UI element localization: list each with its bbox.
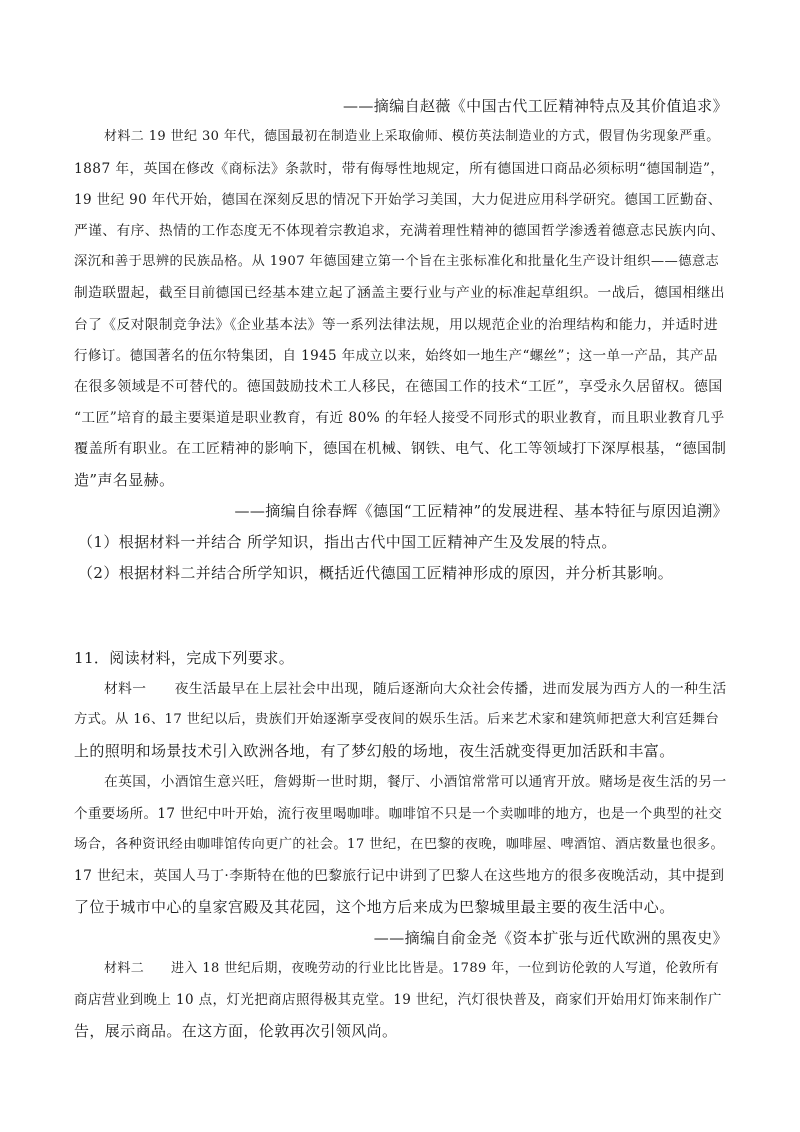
material2-line-12: 造”声名显赫。 (74, 471, 175, 489)
paragraph2-line-2: 个重要场所。17 世纪中叶开始，流行夜里喝咖啡。咖啡馆不只是一个卖咖啡的地方，也是一个典型的社交 (74, 806, 723, 822)
material2-line-4: 严谨、有序、热情的工作态度无不体现着宗教追求，充满着理性精神的德国哲学渗透着德意志民族内向、 (74, 223, 725, 239)
material2-line-10: “工匠”培育的最主要渠道是职业教育，有近 80% 的年轻人接受不同形式的职业教育，而且职业教育几乎 (74, 410, 725, 426)
material2b-line-2: 商店营业到晚上 10 点，灯光把商店照得极其克堂。19 世纪，汽灯很快普及，商家们开始用灯饰来制作广 (74, 992, 722, 1008)
source-citation-1: ——摘编自赵薇《中国古代工匠精神特点及其价值追求》 (342, 97, 728, 115)
material2-line-9: 在很多领域是不可替代的。德国鼓励技术工人移民，在德国工作的技术“工匠”，享受永久居留权。德国 (74, 379, 723, 395)
material2-line-11: 覆盖所有职业。在工匠精神的影响下，德国在机械、钢铁、电气、化工等领域打下深厚根基，“德国制 (74, 441, 727, 457)
question-1: （1）根据材料一并结合 所学知识，指出古代中国工匠精神产生及发展的特点。 (78, 533, 617, 551)
material2b-line-1: 材料二 进入 18 世纪后期，夜晚劳动的行业比比皆是。1789 年，一位到访伦敦的人写道，伦敦所有 (104, 961, 720, 976)
material2b-line-3: 告，展示商品。在这方面，伦敦再次引领风尚。 (74, 1022, 398, 1040)
material1-line-1: 材料一 夜生活最早在上层社会中出现，随后逐渐向大众社会传播，进而发展为西方人的一种生活 (104, 681, 727, 697)
material2-line-1: 材料二 19 世纪 30 年代，德国最初在制造业上采取偷师、模仿英法制造业的方式，假冒伪劣现象严重。 (104, 129, 720, 144)
paragraph2-line-1: 在英国，小酒馆生意兴旺，詹姆斯一世时期，餐厅、小酒馆常常可以通宵开放。赌场是夜生活的另一 (104, 774, 727, 790)
problem-11-title: 11．阅读材料，完成下列要求。 (74, 649, 295, 667)
source-citation-3: ——摘编自俞金尧《资本扩张与近代欧洲的黑夜史》 (373, 929, 728, 947)
material2-line-5: 深沉和善于思辨的民族品格。从 1907 年德国建立第一个旨在主张标准化和批量化生产设计组织——德意志 (74, 254, 720, 269)
material1-line-2: 方式。从 16、17 世纪以后，贵族们开始逐渐享受夜间的娱乐生活。后来艺术家和建筑师把意大利宫廷舞台 (74, 712, 720, 727)
material2-line-8: 行修订。德国著名的伍尔特集团，自 1945 年成立以来，始终如一地生产“螺丝”；这一单一产品，其产品 (74, 348, 718, 364)
question-2: （2）根据材料二并结合所学知识，概括近代德国工匠精神形成的原因，并分析其影响。 (78, 564, 674, 582)
paragraph2-line-5: 了位于城市中心的皇家宫殿及其花园，这个地方后来成为巴黎城里最主要的夜生活中心。 (74, 898, 675, 916)
material2-line-7: 台了《反对限制竞争法》《企业基本法》等一系列法律法规，用以规范企业的治理结构和能力，并适时进 (74, 317, 719, 333)
material2-line-6: 制造联盟起，截至目前德国已经基本建立起了涵盖主要行业与产业的标准起草组织。一战后，德国相继出 (74, 285, 725, 301)
paragraph2-line-4: 17 世纪末，英国人马丁·李斯特在他的巴黎旅行记中讲到了巴黎人在这些地方的很多夜晚活动，其中提到 (74, 868, 725, 884)
material2-line-3: 19 世纪 90 年代开始，德国在深刻反思的情况下开始学习美国，大力促进应用科学研究。德国工匠勤奋、 (74, 192, 722, 208)
source-citation-2: ——摘编自徐春辉《德国“工匠精神”的发展进程、基本特征与原因追溯》 (234, 502, 728, 520)
material1-line-3: 上的照明和场景技术引入欧洲各地，有了梦幻般的场地，夜生活就变得更加活跃和丰富。 (74, 742, 675, 760)
paragraph2-line-3: 场合，各种资讯经由咖啡馆传向更广的社会。17 世纪，在巴黎的夜晚，咖啡屋、啤酒馆、酒店数量也很多。 (74, 837, 725, 852)
material2-line-2: 1887 年，英国在修改《商标法》条款时，带有侮辱性地规定，所有德国进口商品必须标明“德国制造”， (74, 161, 725, 177)
